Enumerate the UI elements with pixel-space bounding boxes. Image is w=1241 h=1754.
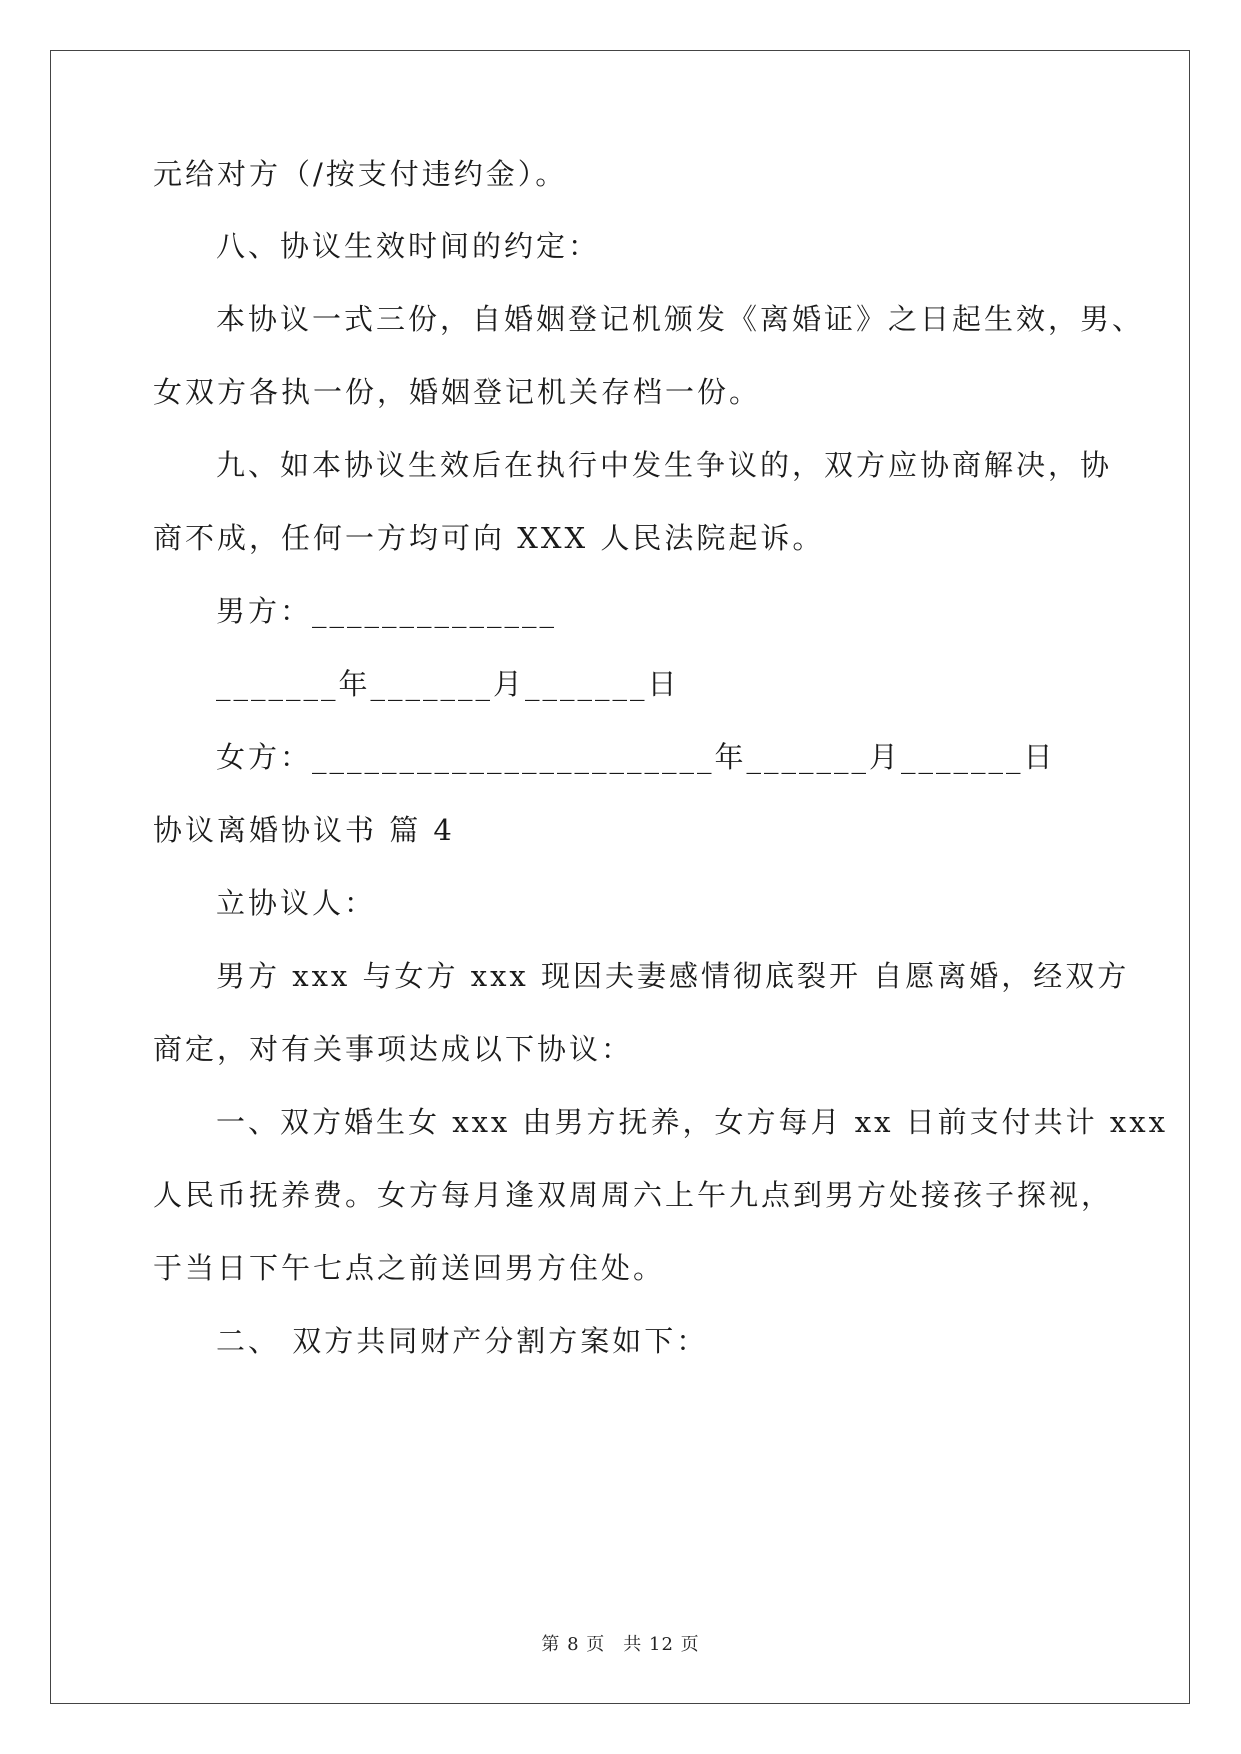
text-line-2: 八、协议生效时间的约定： xyxy=(216,229,601,263)
page-footer xyxy=(0,1630,1241,1656)
female-signature-line: 女方：_______________________年_______月_______日 xyxy=(216,740,1056,774)
text-line-11: 立协议人： xyxy=(216,886,377,920)
section-heading: 协议离婚协议书 篇 4 xyxy=(153,813,455,847)
text-line-14: 一、双方婚生女 xxx 由男方抚养，女方每月 xx 日前支付共计 xxx xyxy=(216,1105,1168,1139)
text-line-16: 于当日下午七点之前送回男方住处。 xyxy=(153,1251,666,1285)
text-line-17: 二、 双方共同财产分割方案如下： xyxy=(216,1324,709,1358)
text-line-13: 商定，对有关事项达成以下协议： xyxy=(153,1032,634,1066)
text-line-1: 元给对方（/按支付违约金）。 xyxy=(153,157,568,191)
male-date-line: _______年_______月_______日 xyxy=(216,667,680,701)
text-line-4: 女双方各执一份，婚姻登记机关存档一份。 xyxy=(153,375,762,409)
page-border xyxy=(50,50,1190,1704)
text-line-12: 男方 xxx 与女方 xxx 现因夫妻感情彻底裂开 自愿离婚，经双方 xyxy=(216,959,1130,993)
text-line-15: 人民币抚养费。女方每月逢双周周六上午九点到男方处接孩子探视， xyxy=(153,1178,1114,1212)
page-total: 共 12 页 xyxy=(623,1634,700,1655)
text-line-6: 商不成，任何一方均可向 XXX 人民法院起诉。 xyxy=(153,521,825,555)
male-signature-line: 男方：______________ xyxy=(216,594,558,628)
text-line-3: 本协议一式三份，自婚姻登记机颁发《离婚证》之日起生效，男、 xyxy=(216,302,1145,336)
page-number: 第 8 页 xyxy=(541,1634,606,1655)
text-line-5: 九、如本协议生效后在执行中发生争议的，双方应协商解决，协 xyxy=(216,448,1113,482)
